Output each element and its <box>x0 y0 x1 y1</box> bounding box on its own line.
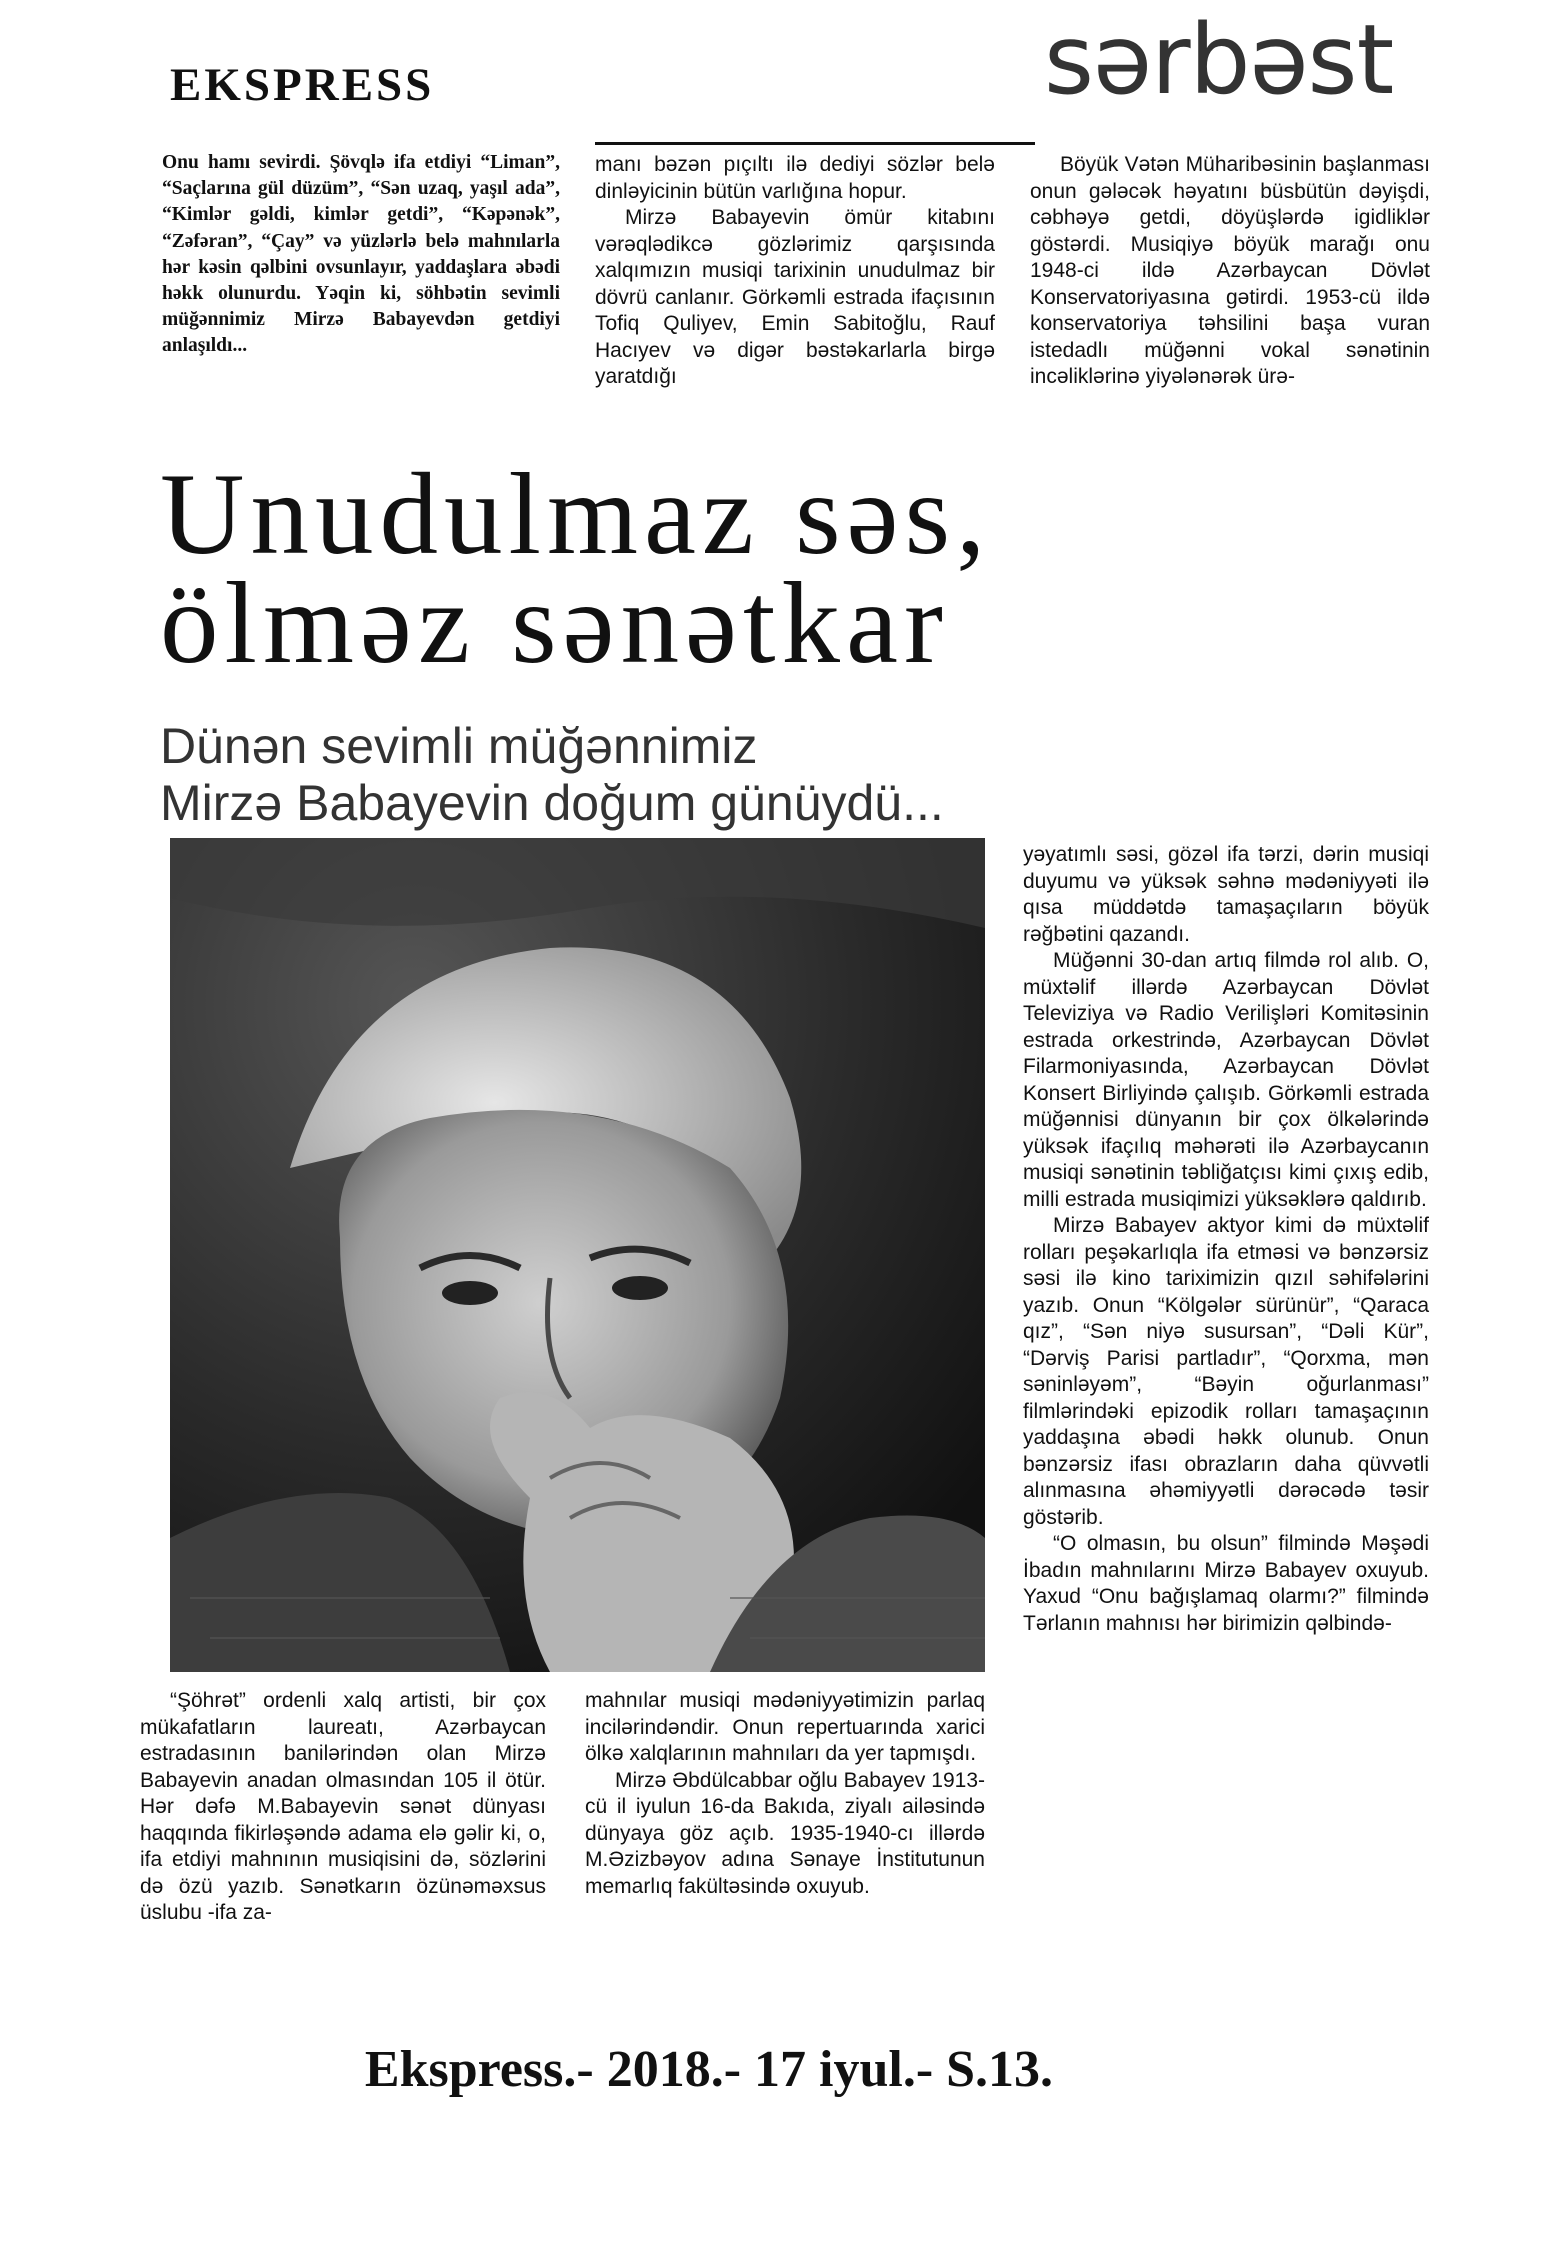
masthead: EKSPRESS <box>170 59 435 111</box>
right-paragraph-2: Müğənni 30-dan artıq filmdə rol alıb. O, müxtəlif illərdə Azərbaycan Dövlət Televiziya və Radio Verilişləri Komitəsinin estrada orkestrində, Azərbaycan Dövlət Filarmoniyasında, Azərbaycan Dövlət Konsert Birliyində çalışıb. Görkəmli estrada müğənnisi dünyanın bir çox ölkələrində yüksək ifaçılıq məhərəti ilə Azərbaycanın musiqi sənətinin təbliğatçısı kimi çıxış edib, milli estrada musiqimizi yüksəklərə qaldırıb. <box>1023 949 1429 1211</box>
bottom-left-paragraph: “Şöhrət” ordenli xalq artisti, bir çox mükafatların laureatı, Azərbaycan estradasının banilərindən olan Mirzə Babayevin anadan olmasından 105 il ötür. Hər dəfə M.Babayevin sənət dünyası haqqında fikirləşəndə adama elə gəlir ki, o, ifa etdiyi mahnının musiqisini də, sözlərini də özü yazıb. Sənətkarın özünəməxsus üslubu -ifa za- <box>140 1689 546 1924</box>
section-rubric: sərbəst <box>1044 4 1394 116</box>
headline-line-2: ölməz sənətkar <box>160 559 949 688</box>
bottom-middle-paragraph-1: mahnılar musiqi mədəniyyətimizin parlaq incilərindəndir. Onun repertuarında xarici ölkə xalqlarının mahnıları da yer tapmışdı. <box>585 1689 985 1765</box>
subhead-line-1: Dünən sevimli müğənnimiz <box>160 718 758 774</box>
article-headline <box>160 450 992 688</box>
right-paragraph-1: yəyatımlı səsi, gözəl ifa tərzi, dərin musiqi duyumu və yüksək səhnə mədəniyyəti ilə qısa müddətdə tamaşaçıların böyük rəğbətini qazandı. <box>1023 843 1429 946</box>
top-right-column <box>1030 152 1430 391</box>
article-subhead <box>160 718 944 832</box>
subhead-line-2: Mirzə Babayevin doğum günüydü... <box>160 775 944 831</box>
top-right-paragraph: Böyük Vətən Müharibəsinin başlanması onun gələcək həyatını büsbütün dəyişdi, cəbhəyə getdi, döyüşlərdə igidliklər göstərdi. Musiqiyə böyük marağı onu 1948-ci ildə Azərbaycan Dövlət Konservatoriyasına gətirdi. 1953-cü ildə konservatoriya təhsilini başa vuran istedadlı müğənni vokal sənətinin incəliklərinə yiyələnərək ürə- <box>1030 153 1430 388</box>
right-paragraph-3: Mirzə Babayev aktyor kimi də müxtəlif rolları peşəkarlıqla ifa etməsi və bənzərsiz səsi ilə kino tariximizin qızıl səhifələrini yazıb. Onun “Kölgələr sürünür”, “Qaraca qız”, “Sən niyə susursan”, “Dəli Kür”, “Dərviş Parisi partladır”, “Qorxma, mən səninləyəm”, “Bəyin oğurlanması” filmlərindəki epizodik rolları tamaşaçının yaddaşına əbədi həkk olunub. Onun bənzərsiz ifası obrazların daha qüvvətli alınmasına əhəmiyyətli dərəcədə təsir göstərib. <box>1023 1214 1429 1529</box>
top-middle-paragraph-1: manı bəzən pıçıltı ilə dediyi sözlər belə dinləyicinin bütün varlığına hopur. <box>595 153 995 203</box>
right-column <box>1023 842 1429 1637</box>
top-middle-column <box>595 152 995 391</box>
portrait-photo <box>170 838 985 1672</box>
bottom-middle-column <box>585 1688 985 1900</box>
headline-line-1: Unudulmaz səs, <box>160 450 992 579</box>
top-left-paragraph: Onu hamı sevirdi. Şövqlə ifa etdiyi “Liman”, “Saçlarına gül düzüm”, “Sən uzaq, yaşıl ada”, “Kimlər gəldi, kimlər getdi”, “Kəpənək”, “Zəfəran”, “Çay” və yüzlərlə belə mahnılarla hər kəsin qəlbini ovsunlayır, yaddaşlara əbədi həkk olunurdu. Yəqin ki, söhbətin sevimli müğənnimiz Mirzə Babayevdən getdiyi anlaşıldı... <box>162 152 560 357</box>
bottom-left-column <box>140 1688 546 1927</box>
right-paragraph-4: “O olmasın, bu olsun” filmində Məşədi İbadın mahnılarını Mirzə Babayev oxuyub. Yaxud “Onu bağışlamaq olarmı?” filmində Tərlanın mahnısı hər birimizin qəlbində- <box>1023 1532 1429 1635</box>
portrait-illustration <box>170 838 985 1672</box>
top-middle-paragraph-2: Mirzə Babayevin ömür kitabını vərəqlədikcə gözlərimiz qarşısında xalqımızın musiqi tarixinin unudulmaz bir dövrü canlanır. Görkəmli estrada ifaçısının Tofiq Quliyev, Emin Sabitoğlu, Rauf Hacıyev və digər bəstəkarlarla birgə yaratdığı <box>595 206 995 388</box>
source-citation <box>0 2040 1568 2099</box>
bottom-middle-paragraph-2: Mirzə Əbdülcabbar oğlu Babayev 1913-cü il iyulun 16-da Bakıda, ziyalı ailəsində dünyaya göz açıb. 1935-1940-cı illərdə M.Əzizbəyov adına Sənaye İnstitutunun memarlıq fakültəsində oxuyub. <box>585 1768 985 1898</box>
citation-text: Ekspress.- 2018.- 17 iyul.- S.13. <box>364 2041 1054 2098</box>
top-left-column <box>162 150 560 360</box>
top-rule <box>595 142 1035 145</box>
